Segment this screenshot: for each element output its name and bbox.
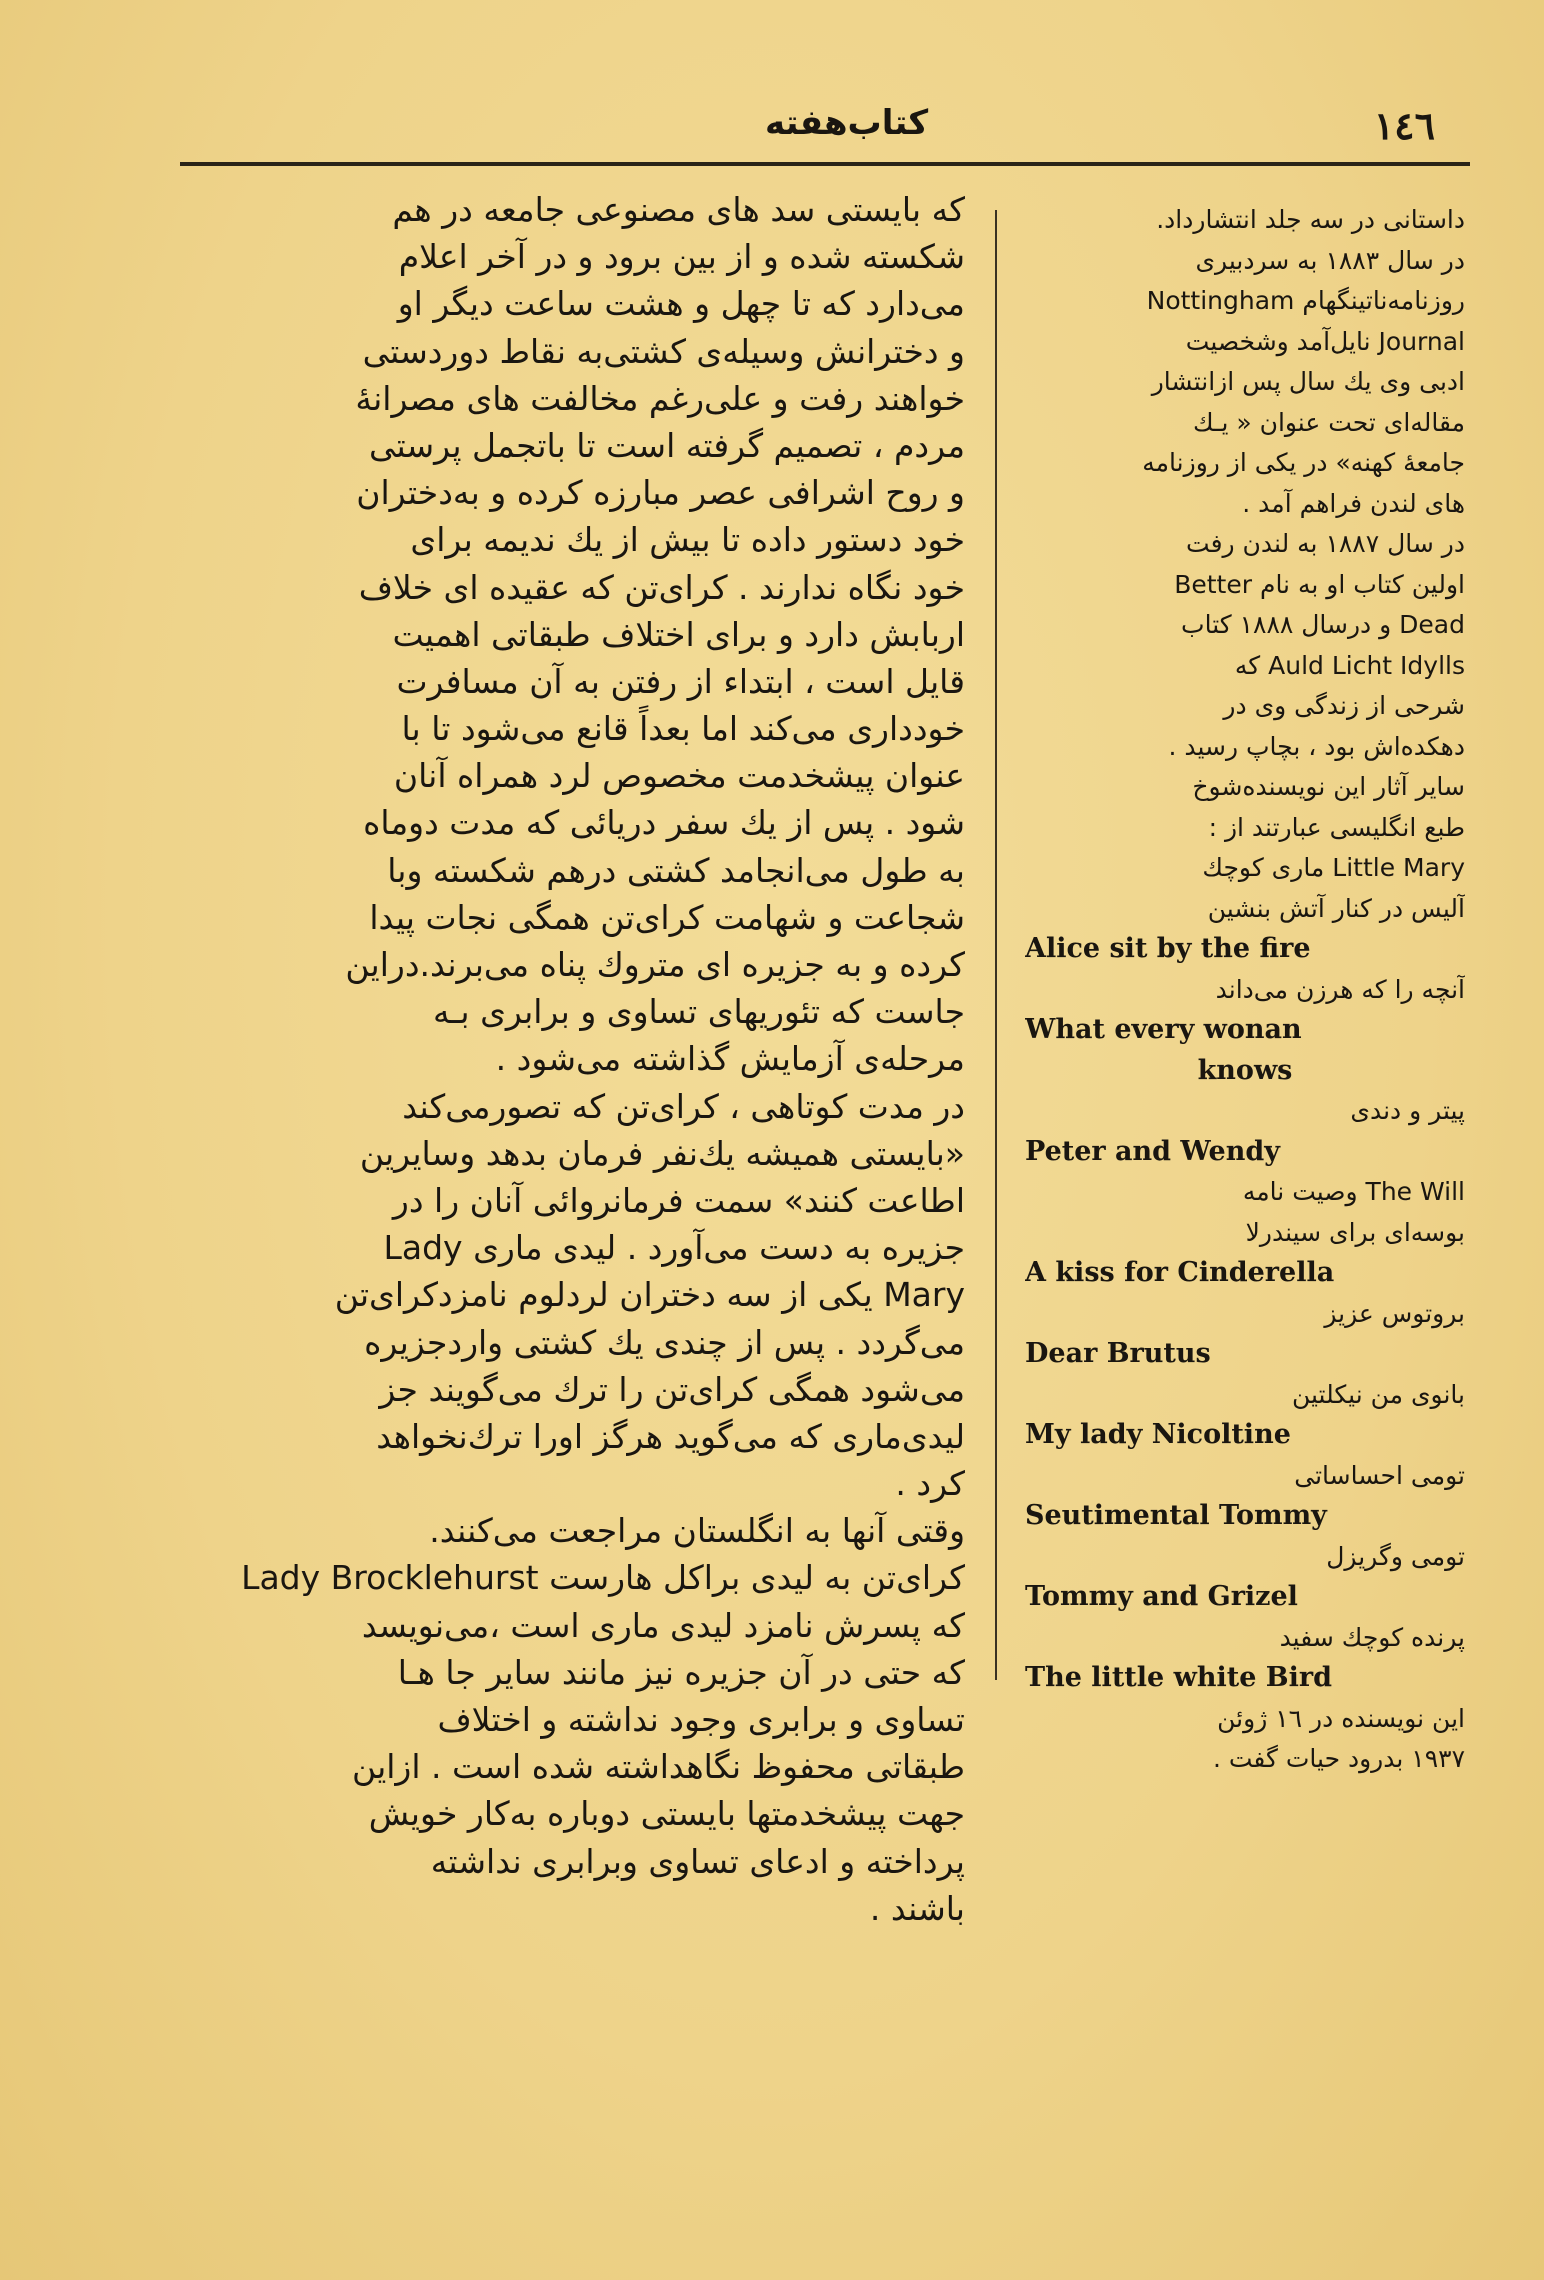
page-header <box>175 95 1475 155</box>
side-text-line: ۱۹۳۷ بدرود حیات گفت . <box>1212 1744 1465 1773</box>
side-text-line: های لندن فراهم آمد . <box>1242 488 1465 518</box>
text-line: اربابش دارد و برای اختلاف طبقاتی اهمیت <box>392 614 965 654</box>
text-line: شود . پس از یك سفر دریائی که مدت دوماه <box>363 803 965 843</box>
side-text-line: داستانی در سه جلد انتشارداد. <box>1156 205 1465 234</box>
side-text-line: Auld Licht Idylls که <box>1234 650 1465 680</box>
text-line: «بایستی همیشه یك‌نفر فرمان بدهد وسایرین <box>359 1133 965 1173</box>
side-text-line: مقاله‌ای تحت عنوان « یـك <box>1193 407 1465 437</box>
text-line: جاست که تئوریهای تساوی و برابری بـه <box>433 992 965 1032</box>
text-line: شکسته شده و از بین برود و در آخر اعلام <box>398 237 965 277</box>
text-line: کرد . <box>895 1464 965 1504</box>
text-line: که پسرش نامزد لیدی ماری است ،می‌نویسد <box>361 1605 965 1645</box>
text-line: مردم ، تصمیم گرفته است تا باتجمل پرستی <box>369 425 965 465</box>
text-line: اطاعت کنند» سمت فرمانروائی آنان را در <box>392 1180 965 1220</box>
side-text-line: بوسه‌ای برای سیندرلا <box>1245 1217 1465 1247</box>
text-line: شجاعت و شهامت کرای‌تن همگی نجات پیدا <box>369 897 965 937</box>
side-text-line: تومی احساساتی <box>1294 1460 1465 1490</box>
text-line: مرحله‌ی آزمایش گذاشته می‌شود . <box>495 1039 965 1079</box>
side-text-line-english: Alice sit by the fire <box>1025 933 1311 964</box>
side-text-line-english: Seutimental Tommy <box>1025 1500 1327 1531</box>
side-column <box>1025 200 1465 1860</box>
side-text-line-english: Dear Brutus <box>1025 1338 1211 1369</box>
text-line: Mary یکی از سه دختران لردلوم نامزدکرای‌تن <box>334 1275 965 1315</box>
text-line: و روح اشرافی عصر مبارزه کرده و به‌دختران <box>356 473 965 513</box>
side-text-line: Journal نایل‌آمد وشخصیت <box>1185 326 1465 356</box>
text-line: کرای‌تن به لیدی براکل هارست Lady Brocklehurst <box>241 1558 965 1598</box>
side-text-line: در سال ۱۸۸۳ به سردبیری <box>1195 245 1465 275</box>
text-line: که بایستی سد های مصنوعی جامعه در هم <box>392 190 965 229</box>
side-text-line: پیتر و دندی <box>1350 1096 1465 1125</box>
header-rule <box>180 162 1470 166</box>
text-line: جزیره به دست می‌آورد . لیدی ماری Lady <box>383 1228 965 1268</box>
side-text-line: پرنده کوچك سفید <box>1279 1622 1465 1652</box>
side-text-line: سایر آثار این نویسنده‌شوخ <box>1192 772 1465 801</box>
side-text-line-english: The little white Bird <box>1025 1662 1332 1693</box>
side-text-line-english: What every wonan <box>1025 1014 1302 1045</box>
text-line: لیدی‌ماری که می‌گوید هرگز اورا ترك‌نخواهد <box>376 1416 965 1456</box>
text-line: می‌شود همگی کرای‌تن را ترك می‌گویند جز <box>379 1369 965 1409</box>
side-text-line: شرحی از زندگی وی در <box>1223 691 1465 720</box>
side-text-line: آنچه را که هرزن می‌داند <box>1215 974 1465 1004</box>
page-number: ۱٤٦ <box>1373 103 1435 148</box>
text-line: به طول می‌انجامد کشتی درهم شکسته وبا <box>387 850 965 890</box>
side-text-line-english: knows <box>1197 1054 1293 1086</box>
side-text-line: روزنامه‌ناتینگهام Nottingham <box>1146 286 1465 315</box>
text-line: در مدت کوتاهی ، کرای‌تن که تصورمی‌کند <box>402 1086 965 1126</box>
text-line: خود نگاه ندارند . کرای‌تن که عقیده ای خلاف <box>358 567 965 607</box>
text-line: وقتی آنها به انگلستان مراجعت می‌کنند. <box>429 1511 965 1551</box>
text-line: خواهند رفت و علی‌رغم مخالفت های مصرانهٔ <box>355 378 965 418</box>
side-text-line-english: Tommy and Grizel <box>1025 1581 1298 1612</box>
side-text-line: این نویسنده در ۱٦ ژوئن <box>1217 1703 1465 1733</box>
side-text-line: دهکده‌اش بود ، بچاپ رسید . <box>1168 731 1465 761</box>
side-text-line: The Will وصیت نامه <box>1242 1177 1465 1206</box>
text-line: می‌گردد . پس از چندی یك کشتی واردجزیره <box>364 1322 965 1362</box>
side-text-line-english: A kiss for Cinderella <box>1025 1257 1335 1288</box>
text-line: باشند . <box>869 1888 965 1928</box>
text-line: طبقاتی محفوظ نگاهداشته شده است . ازاین <box>351 1747 965 1787</box>
side-text-line: ادبی وی یك سال پس ازانتشار <box>1151 367 1465 396</box>
text-line: عنوان پیشخدمت مخصوص لرد همراه آنان <box>393 756 965 796</box>
text-line: جهت پیشخدمتها بایستی دوباره به‌کار خویش <box>368 1794 965 1834</box>
text-line: تساوی و برابری وجود نداشته و اختلاف <box>437 1700 965 1739</box>
running-title: کتاب‌هفته <box>765 103 929 143</box>
side-text-line: Little Mary ماری کوچك <box>1202 853 1465 882</box>
side-text-line: در سال ۱۸۸۷ به لندن رفت <box>1186 529 1465 558</box>
side-text-line: بانوی من نیکلتین <box>1291 1379 1465 1409</box>
side-text-line: جامعهٔ کهنه» در یکی از روزنامه <box>1142 448 1465 477</box>
text-line: که حتی در آن جزیره نیز مانند سایر جا هـا <box>397 1652 965 1692</box>
column-divider <box>995 210 997 1680</box>
text-line: قایل است ، ابتداء از رفتن به آن مسافرت <box>396 661 965 701</box>
side-text-line: اولین کتاب او به نام Better <box>1174 569 1465 599</box>
side-text-line: آلیس در کنار آتش بنشین <box>1207 893 1465 923</box>
text-line: خود دستور داده تا بیش از یك ندیمه برای <box>410 520 965 560</box>
text-line: کرده و به جزیره ای متروك پناه می‌برند.دراین <box>345 945 965 984</box>
side-text-line: طبع انگلیسی عبارتند از : <box>1208 812 1465 842</box>
side-text-line: تومی وگریزل <box>1326 1541 1465 1571</box>
text-line: خودداری می‌کند اما بعداً قانع می‌شود تا با <box>401 709 965 749</box>
text-line: و دخترانش وسیله‌ی کشتی‌به نقاط دوردستی <box>362 331 965 371</box>
text-line: پرداخته و ادعای تساوی وبرابری نداشته <box>430 1841 965 1881</box>
side-text-line: Dead و درسال ۱۸۸۸ کتاب <box>1181 610 1465 639</box>
side-text-line: بروتوس عزیز <box>1324 1298 1465 1328</box>
text-line: می‌دارد که تا چهل و هشت ساعت دیگر او <box>397 284 965 324</box>
side-text-line-english: Peter and Wendy <box>1025 1135 1280 1167</box>
side-text-line-english: My lady Nicoltine <box>1025 1419 1291 1450</box>
main-column <box>90 186 965 2176</box>
